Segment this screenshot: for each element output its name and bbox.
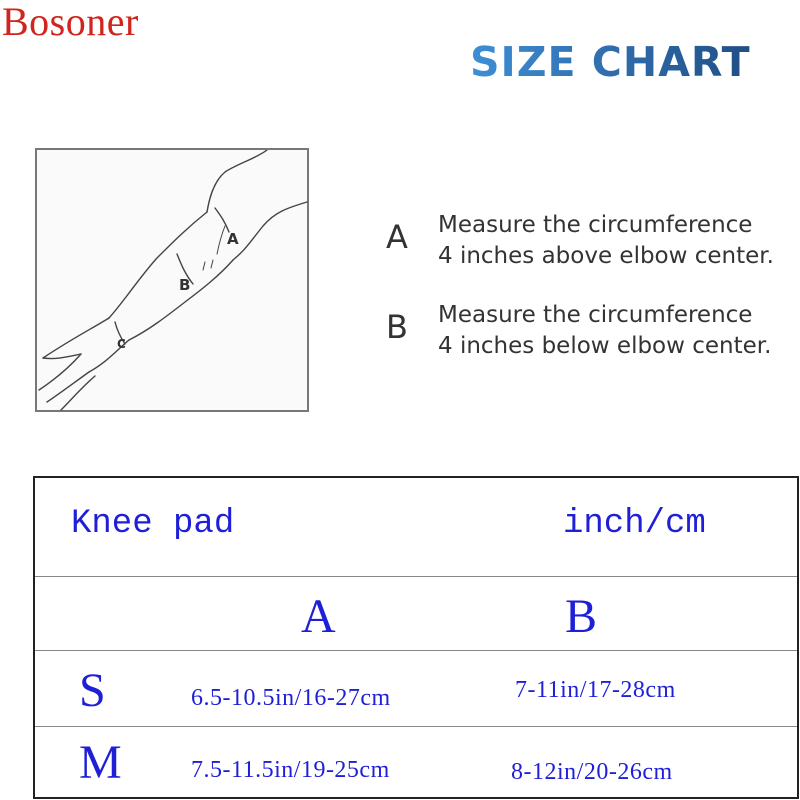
table-header-row [35,478,797,577]
table-unit: inch/cm [563,505,706,543]
value-a: 7.5-11.5in/19-25cm [191,757,390,783]
figure-label-b: B [179,276,191,294]
value-a: 6.5-10.5in/16-27cm [191,685,391,711]
brand-logo: Bosoner [2,0,139,44]
arm-measurement-figure [35,148,309,412]
value-b: 8-12in/20-26cm [511,759,673,785]
legend-letter: A [386,218,408,256]
table-row [35,727,797,799]
size-label: S [79,664,106,717]
table-column-row [35,577,797,651]
legend-line: Measure the circumference [438,212,753,238]
page-title: SIZE CHART [470,38,751,86]
legend-line: 4 inches below elbow center. [438,333,772,359]
legend-item-a [386,210,786,300]
legend-line: 4 inches above elbow center. [438,243,774,269]
value-b: 7-11in/17-28cm [515,677,676,703]
figure-label-c: C [117,337,126,351]
size-label: M [79,736,122,789]
legend-line: Measure the circumference [438,302,753,328]
legend-letter: B [386,308,408,346]
column-header-b: B [565,590,598,643]
column-header-a: A [301,590,336,643]
size-table [33,476,799,799]
legend-item-b [386,300,786,390]
arm-illustration [37,150,311,414]
measurement-legend [386,210,786,390]
figure-label-a: A [227,230,239,248]
table-row [35,651,797,727]
table-title: Knee pad [71,505,235,543]
